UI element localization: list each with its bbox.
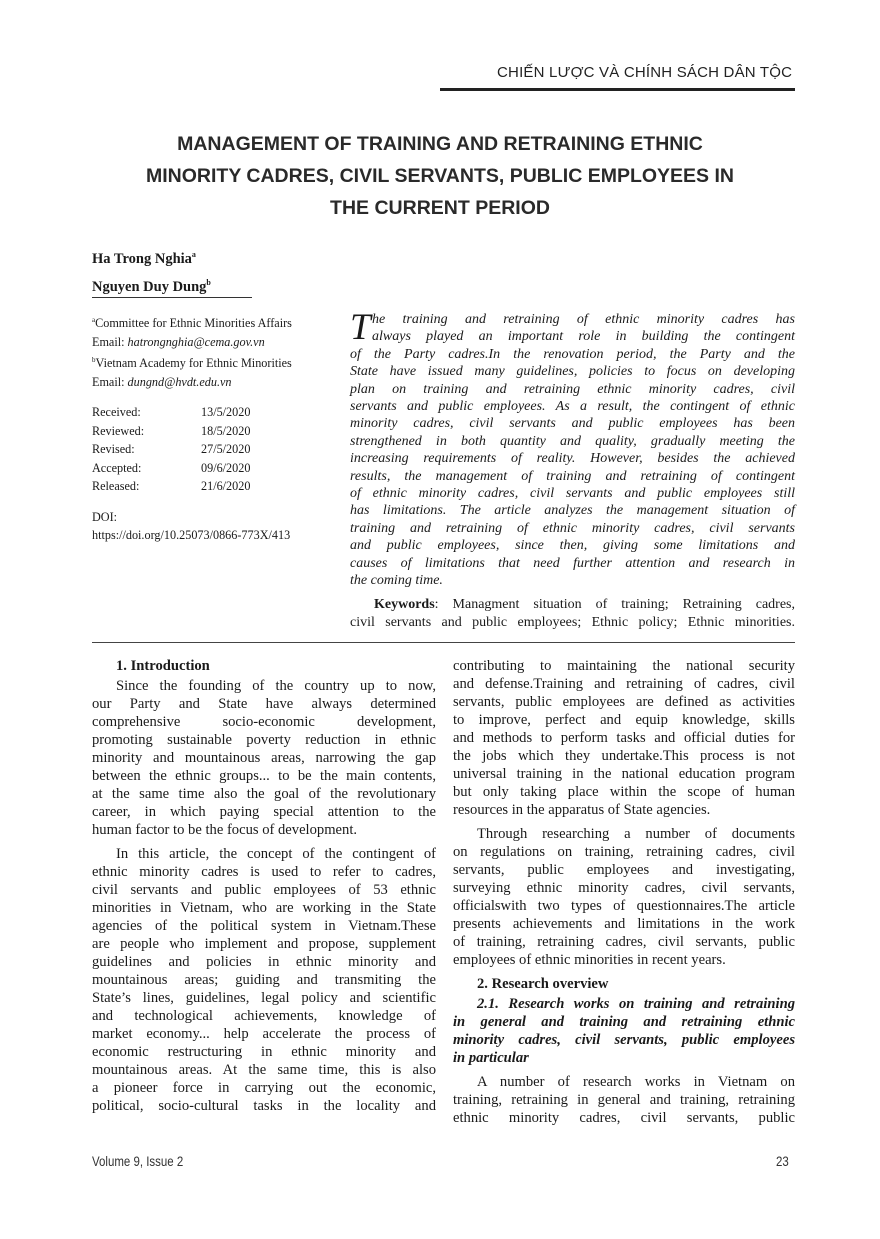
text-line: and methods to perform tasks and official duties for xyxy=(453,730,795,746)
text-line: economic restructuring in ethnic minority and xyxy=(92,1044,436,1060)
author xyxy=(92,243,211,271)
date-value: 18/5/2020 xyxy=(201,423,251,438)
abstract-line: he training and retraining of ethnic minority cadres has xyxy=(372,312,795,327)
abstract-line: of the Party cadres.In the renovation period, the Party and the xyxy=(350,346,795,362)
text-line: universal training in the national education program xyxy=(453,766,795,782)
email-link[interactable]: hatrongnghia@cema.gov.vn xyxy=(127,334,265,349)
text-line: officialswith two types of questionnaires.The article xyxy=(453,898,795,914)
text-line: to improve, perfect and equip knowledge, skills xyxy=(453,712,795,728)
text-line: minorities in Vietnam, who are working in the State xyxy=(92,900,436,916)
author xyxy=(92,271,211,299)
text-line: servants, public employees and investigating, xyxy=(453,862,795,878)
text-line: training, retraining in general and training, retraining xyxy=(453,1092,795,1108)
keywords-line: civil servants and public employees; Ethnic policy; Ethnic minorities. xyxy=(350,614,795,630)
abstract-line: training and retraining of ethnic minority cadres, civil servants xyxy=(350,520,795,536)
affiliation-org: Vietnam Academy for Ethnic Minorities xyxy=(95,356,292,371)
abstract-line: results, the management of training and retraining of contingent xyxy=(350,468,795,484)
author-mark: b xyxy=(206,277,211,287)
text-line: our Party and State have always determined xyxy=(92,696,436,712)
text-line: in general and training and retraining ethnic xyxy=(453,1014,795,1030)
doi-block xyxy=(92,508,342,545)
text-line: of training, retraining cadres, civil servants, public xyxy=(453,934,795,950)
date-row xyxy=(92,440,342,459)
text-line: resources in the apparatus of State agencies. xyxy=(453,802,711,818)
text-line: employees of ethnic minorities in recent years. xyxy=(453,952,726,968)
affiliation xyxy=(92,351,342,373)
author-name: Ha Trong Nghia xyxy=(92,250,192,267)
text-line: at the same time also the goal of the revolutionary xyxy=(92,786,436,802)
text-line: and defense.Training and retraining of cadres, civil xyxy=(453,676,795,692)
text-line: minority and mountainous areas, narrowing the gap xyxy=(92,750,436,766)
running-header: CHIẾN LƯỢC VÀ CHÍNH SÁCH DÂN TỘC xyxy=(497,64,793,81)
text-line: State’s lines, guidelines, legal policy and scientific xyxy=(92,990,436,1006)
date-value: 09/6/2020 xyxy=(201,460,251,475)
text-line: but only taking place within the scope of human xyxy=(453,784,795,800)
title-line: MANAGEMENT OF TRAINING AND RETRAINING ETHNIC xyxy=(177,133,703,155)
text-line: market economy... help accelerate the process of xyxy=(92,1026,436,1042)
footer-volume: Volume 9, Issue 2 xyxy=(92,1153,184,1169)
date-value: 27/5/2020 xyxy=(201,442,251,457)
text-line: in particular xyxy=(453,1050,529,1066)
text-line: Since the founding of the country up to now, xyxy=(116,678,436,694)
text-line: minority cadres, civil servants, public employees xyxy=(453,1032,795,1048)
abstract-line: of ethnic minority cadres, civil servants and public employees still xyxy=(350,486,795,502)
abstract xyxy=(350,307,795,590)
paragraph xyxy=(453,1073,795,1127)
section-heading: 2. Research overview xyxy=(477,976,609,992)
section-rule xyxy=(92,642,795,643)
keywords-text: : Managment situation of training; Retraining cadres, xyxy=(434,597,795,612)
abstract-line: the coming time. xyxy=(350,573,443,589)
text-line: In this article, the concept of the contingent of xyxy=(116,846,436,862)
date-label: Revised: xyxy=(92,442,135,457)
email-line xyxy=(92,333,342,352)
text-line: servants, public employees are defined as activities xyxy=(453,694,795,710)
keywords-line xyxy=(350,596,795,614)
text-line: A number of research works in Vietnam on xyxy=(477,1074,795,1090)
text-line: promoting sustainable poverty reduction in ethnic xyxy=(92,732,436,748)
body-column-left xyxy=(92,657,436,1121)
paragraph xyxy=(92,845,436,1115)
abstract-line: minority cadres, civil servants and public employees has been xyxy=(350,416,795,432)
email-label: Email: xyxy=(92,334,125,349)
text-line: career, in which paying special attention to the xyxy=(92,804,436,820)
paragraph xyxy=(453,825,795,969)
email-label: Email: xyxy=(92,374,125,389)
article-info xyxy=(92,311,342,545)
affiliation xyxy=(92,311,342,333)
affiliation-mark: a xyxy=(92,316,96,324)
title-line: THE CURRENT PERIOD xyxy=(330,197,550,219)
abstract-line: increasing requirements of reality. However, besides the achieved xyxy=(350,451,795,467)
date-label: Released: xyxy=(92,479,140,494)
text-line: agencies of the political system in Vietnam.These xyxy=(92,918,436,934)
text-line: political, socio-cultural tasks in the locality and xyxy=(92,1098,436,1114)
date-row xyxy=(92,403,342,422)
dates-table xyxy=(92,403,342,496)
date-label: Received: xyxy=(92,405,141,420)
abstract-line: strengthened in both quantity and quality, gradually meeting the xyxy=(350,433,795,449)
abstract-line: has limitations. The article analyzes the management situation of xyxy=(350,503,795,519)
doi-link[interactable]: https://doi.org/10.25073/0866-773X/413 xyxy=(92,528,291,543)
author-list xyxy=(92,243,211,299)
abstract-line: and public employees, since then, giving some limitations and xyxy=(350,538,795,554)
text-line: surveying ethnic minority cadres, civil servants, xyxy=(453,880,795,896)
author-mark: a xyxy=(191,250,196,259)
article-title xyxy=(80,128,800,224)
text-line: presents achievements and limitations in the work xyxy=(453,916,795,932)
header-rule xyxy=(440,88,795,91)
paragraph xyxy=(92,677,436,839)
text-line: civil servants and public employees of 53 ethnic xyxy=(92,882,436,898)
abstract-dropcap: T xyxy=(350,307,371,348)
author-rule xyxy=(92,297,252,298)
text-line: mountainous areas; guiding and transmiting the xyxy=(92,972,436,988)
date-row xyxy=(92,477,342,496)
keywords xyxy=(350,596,795,631)
date-label: Reviewed: xyxy=(92,423,145,438)
text-line: between the ethnic groups... to be the main contents, xyxy=(92,768,436,784)
date-value: 21/6/2020 xyxy=(201,479,251,494)
text-line: mountainous areas. At the same time, this is also xyxy=(92,1062,436,1078)
text-line: 2.1. Research works on training and retraining xyxy=(477,996,795,1012)
text-line: ethnic minority cadres is used to refer to cadres, xyxy=(92,864,436,880)
section-heading: 1. Introduction xyxy=(116,658,210,674)
abstract-line: servants and public employees. As a result, the contingent of ethnic xyxy=(350,399,795,415)
text-line: on regulations on training, retraining cadres, civil xyxy=(453,844,795,860)
page-number: 23 xyxy=(776,1153,789,1169)
doi-label: DOI: xyxy=(92,509,118,524)
text-line: comprehensive socio-economic development, xyxy=(92,714,436,730)
subsection-heading xyxy=(453,995,795,1067)
email-link[interactable]: dungnd@hvdt.edu.vn xyxy=(127,374,232,389)
text-line: ethnic minority cadres, civil servants, public xyxy=(453,1110,795,1126)
affiliation-org: Committee for Ethnic Minorities Affairs xyxy=(95,316,292,331)
text-line: guidelines and policies in ethnic minority and xyxy=(92,954,436,970)
text-line: Through researching a number of documents xyxy=(477,826,795,842)
body-column-right xyxy=(453,657,795,1133)
title-line: MINORITY CADRES, CIVIL SERVANTS, PUBLIC EMPLOYEES IN xyxy=(146,165,734,187)
text-line: a pioneer force in carrying out the economic, xyxy=(92,1080,436,1096)
text-line: human factor to be the focus of development. xyxy=(92,822,358,838)
email-line xyxy=(92,373,342,392)
text-line: are people who implement and propose, supplement xyxy=(92,936,436,952)
text-line: the jobs which they undertake.This process is not xyxy=(453,748,795,764)
abstract-line: plan on training and retraining ethnic minority cadres, civil xyxy=(350,381,795,397)
affiliation-mark: b xyxy=(92,356,96,365)
date-label: Accepted: xyxy=(92,460,142,475)
text-line: and technological achievements, knowledge of xyxy=(92,1008,436,1024)
date-row xyxy=(92,422,342,441)
date-value: 13/5/2020 xyxy=(201,405,251,420)
author-name: Nguyen Duy Dung xyxy=(92,278,207,295)
text-line: contributing to maintaining the national security xyxy=(453,658,795,674)
abstract-line: always played an important role in building the contingent xyxy=(372,329,795,345)
abstract-line: causes of limitations that need further attention and research in xyxy=(350,555,795,571)
paragraph xyxy=(453,657,795,819)
keywords-label: Keywords xyxy=(374,597,435,612)
abstract-line: State have issued many guidelines, policies to focus on developing xyxy=(350,364,795,380)
date-row xyxy=(92,459,342,478)
